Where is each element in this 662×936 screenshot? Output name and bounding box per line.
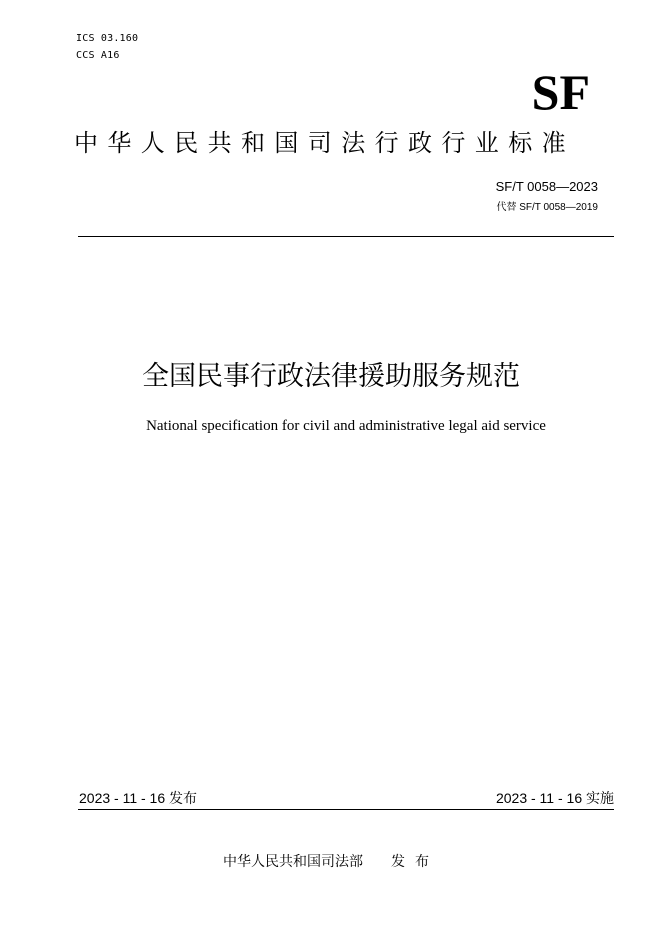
issued-label: 发布 bbox=[391, 854, 439, 870]
header-divider bbox=[78, 236, 614, 237]
issue-date: 2023 - 11 - 16 发布 bbox=[79, 790, 198, 806]
publisher-line bbox=[0, 853, 662, 871]
ics-code: ICS 03.160 bbox=[76, 33, 139, 44]
footer-divider bbox=[78, 809, 614, 810]
document-title-english: National specification for civil and administrative legal aid service bbox=[146, 418, 546, 434]
issuing-authority: 中华人民共和国司法部 bbox=[223, 854, 363, 870]
sf-logo: SF bbox=[531, 64, 590, 120]
document-title-chinese: 全国民事行政法律援助服务规范 bbox=[142, 361, 520, 392]
standard-number: SF/T 0058—2023 bbox=[495, 179, 598, 194]
implementation-date: 2023 - 11 - 16 实施 bbox=[495, 790, 614, 806]
replaces-standard: 代替 SF/T 0058—2019 bbox=[496, 202, 598, 213]
standard-type-title: 中华人民共和国司法行政行业标准 bbox=[74, 129, 575, 157]
ccs-code: CCS A16 bbox=[76, 50, 120, 61]
